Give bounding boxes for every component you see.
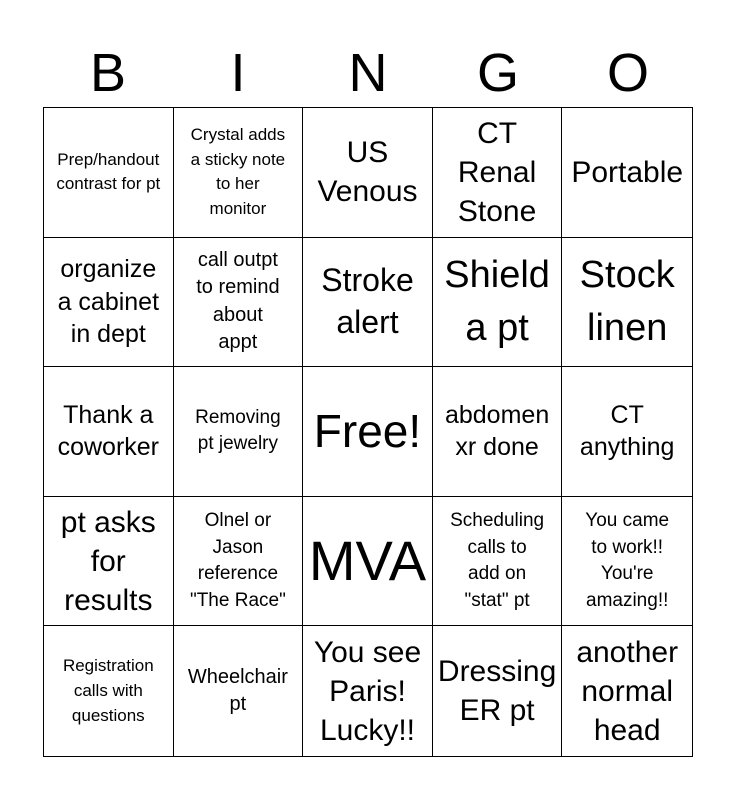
cell-label: Stroke alert: [321, 262, 414, 340]
cell-label: Crystal adds a sticky note to her monitor: [190, 125, 286, 218]
bingo-header: [43, 40, 693, 106]
bingo-cell[interactable]: [562, 367, 692, 497]
cell-label: MVA: [308, 529, 427, 593]
bingo-cell[interactable]: [303, 626, 433, 756]
cell-label: CT anything: [579, 400, 675, 462]
cell-label: You see Paris! Lucky!!: [313, 635, 422, 747]
bingo-cell[interactable]: [433, 626, 563, 756]
bingo-cell[interactable]: [44, 367, 174, 497]
bingo-cell[interactable]: [303, 108, 433, 238]
cell-label: Thank a coworker: [57, 400, 159, 462]
cell-label: call outpt to remind about appt: [196, 248, 280, 354]
bingo-cell[interactable]: [174, 626, 304, 756]
free-space-cell[interactable]: [303, 367, 433, 497]
cell-label: Stock linen: [579, 253, 675, 349]
bingo-cell[interactable]: [44, 626, 174, 756]
cell-label: Dressing ER pt: [437, 655, 557, 728]
header-letter-b: B: [89, 43, 127, 103]
bingo-cell[interactable]: [44, 497, 174, 627]
bingo-cell[interactable]: [433, 497, 563, 627]
free-space-label: Free!: [313, 405, 422, 458]
cell-label: organize a cabinet in dept: [57, 255, 160, 349]
bingo-cell[interactable]: [303, 497, 433, 627]
cell-label: Prep/handout contrast for pt: [56, 149, 161, 194]
bingo-cell[interactable]: [174, 497, 304, 627]
bingo-cell[interactable]: [303, 238, 433, 368]
cell-label: Wheelchair pt: [187, 665, 288, 716]
bingo-cell[interactable]: [433, 238, 563, 368]
bingo-cell[interactable]: [562, 497, 692, 627]
bingo-cell[interactable]: [562, 108, 692, 238]
bingo-cell[interactable]: [433, 108, 563, 238]
cell-label: Registration calls with questions: [62, 656, 154, 725]
cell-label: another normal head: [576, 635, 679, 747]
cell-label: You came to work!! You're amazing!!: [585, 509, 670, 611]
cell-label: Olnel or Jason reference "The Race": [189, 509, 286, 611]
bingo-cell[interactable]: [44, 108, 174, 238]
bingo-cell[interactable]: [174, 367, 304, 497]
cell-label: pt asks for results: [60, 505, 156, 617]
cell-label: Shield a pt: [444, 253, 550, 349]
cell-label: abdomen xr done: [444, 400, 550, 462]
cell-label: US Venous: [317, 136, 418, 209]
bingo-cell[interactable]: [562, 626, 692, 756]
header-letter-n: N: [348, 43, 388, 103]
bingo-cell[interactable]: [44, 238, 174, 368]
cell-label: Removing pt jewelry: [195, 406, 281, 455]
bingo-cell[interactable]: [174, 108, 304, 238]
bingo-grid: [43, 107, 693, 757]
cell-label: CT Renal Stone: [457, 116, 537, 228]
cell-label: Portable: [571, 155, 684, 189]
header-letter-i: I: [230, 43, 246, 103]
bingo-cell[interactable]: [174, 238, 304, 368]
header-letter-g: G: [476, 43, 519, 103]
header-letter-o: O: [606, 43, 649, 103]
bingo-cell[interactable]: [433, 367, 563, 497]
bingo-cell[interactable]: [562, 238, 692, 368]
cell-label: Scheduling calls to add on "stat" pt: [450, 509, 545, 611]
